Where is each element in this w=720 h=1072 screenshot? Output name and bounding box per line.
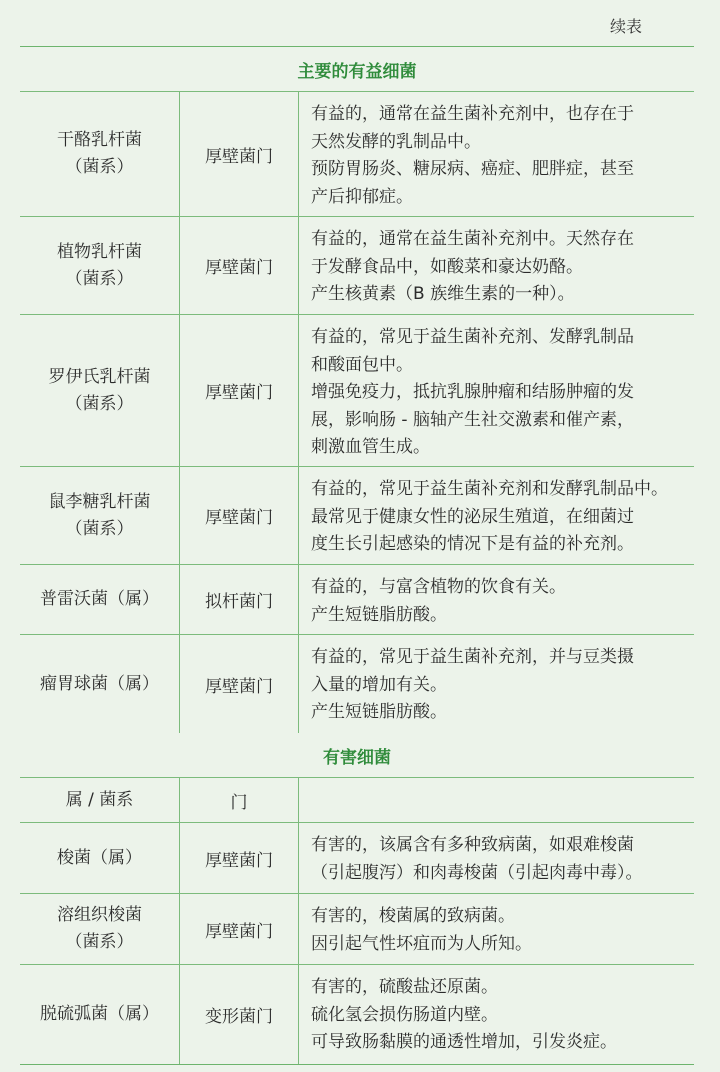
- description-line: 产生短链脂肪酸。: [311, 702, 447, 722]
- description-line: 产生核黄素（B 族维生素的一种）。: [311, 284, 575, 304]
- phylum: 变形菌门: [180, 965, 299, 1064]
- bacteria-name-line: 鼠李糖乳杆菌: [48, 491, 151, 512]
- bacteria-name-line: 干酪乳杆菌: [57, 130, 142, 150]
- header-genus-strain: 属 / 菌系: [20, 778, 180, 822]
- bacteria-name: [20, 635, 180, 733]
- phylum: 厚壁菌门: [180, 635, 299, 733]
- harmful-row: [20, 823, 694, 894]
- description: [299, 565, 694, 634]
- bacteria-name: [20, 823, 180, 893]
- bacteria-name-line: 溶组织梭菌: [57, 905, 142, 925]
- description-line: 最常见于健康女性的泌尿生殖道，在细菌过: [311, 506, 634, 527]
- bacteria-name: [20, 965, 180, 1064]
- phylum: 厚壁菌门: [180, 894, 299, 964]
- bacteria-name-line: （菌系）: [65, 157, 134, 177]
- description-line: 有益的，常见于益生菌补充剂、发酵乳制品: [311, 327, 634, 347]
- phylum: 厚壁菌门: [180, 823, 299, 893]
- beneficial-row: [20, 315, 694, 467]
- bacteria-name-line: 瘤胃球菌（属）: [40, 673, 159, 694]
- phylum: 厚壁菌门: [180, 315, 299, 466]
- harmful-row: [20, 965, 694, 1064]
- harmful-rows: [20, 823, 694, 1064]
- description-line: 有害的，硫酸盐还原菌。: [311, 977, 498, 997]
- header-description: [299, 778, 694, 822]
- description-line: 预防胃肠炎、糖尿病、癌症、肥胖症，甚至: [311, 159, 634, 179]
- description-line: 刺激血管生成。: [311, 437, 430, 457]
- description-line: 硫化氢会损伤肠道内壁。: [311, 1004, 498, 1025]
- description-line: 有益的，与富含植物的饮食有关。: [311, 577, 566, 597]
- bacteria-name-line: （菌系）: [65, 518, 134, 539]
- beneficial-rows: [20, 92, 694, 733]
- description-line: 有益的，通常在益生菌补充剂中。天然存在: [311, 229, 634, 249]
- bacteria-name-line: （菌系）: [65, 932, 134, 952]
- phylum: 厚壁菌门: [180, 467, 299, 564]
- description-line: 可导致肠黏膜的通透性增加，引发炎症。: [311, 1032, 617, 1052]
- beneficial-row: [20, 565, 694, 635]
- description: [299, 315, 694, 466]
- description-line: 展，影响肠 - 脑轴产生社交激素和催产素，: [311, 409, 634, 430]
- description-line: 天然发酵的乳制品中。: [311, 131, 481, 152]
- bacteria-name: [20, 894, 180, 964]
- section-heading-beneficial: 主要的有益细菌: [20, 47, 694, 92]
- section-heading-harmful: 有害细菌: [20, 733, 694, 778]
- description-line: 于发酵食品中，如酸菜和豪达奶酪。: [311, 256, 583, 277]
- bacteria-name-line: （菌系）: [65, 393, 134, 414]
- description: [299, 965, 694, 1064]
- description-line: （引起腹泻）和肉毒梭菌（引起肉毒中毒）。: [311, 862, 643, 883]
- description-line: 因引起气性坏疽而为人所知。: [311, 933, 532, 954]
- phylum: 厚壁菌门: [180, 217, 299, 314]
- description: [299, 217, 694, 314]
- description: [299, 467, 694, 564]
- description-line: 有益的，通常在益生菌补充剂中，也存在于: [311, 104, 634, 124]
- bacteria-name: [20, 92, 180, 216]
- beneficial-row: [20, 217, 694, 315]
- bacteria-name-line: 梭菌（属）: [57, 847, 142, 868]
- description-line: 产后抑郁症。: [311, 186, 413, 207]
- harmful-row: [20, 894, 694, 965]
- bacteria-name-line: （菌系）: [65, 268, 134, 289]
- description-line: 有害的，该属含有多种致病菌，如艰难梭菌: [311, 835, 634, 855]
- description-line: 度生长引起感染的情况下是有益的补充剂。: [311, 534, 634, 554]
- header-phylum: 门: [180, 778, 299, 822]
- description-line: 有益的，常见于益生菌补充剂和发酵乳制品中。: [311, 479, 668, 499]
- bacteria-name: [20, 217, 180, 314]
- bacteria-name: [20, 315, 180, 466]
- description-line: 产生短链脂肪酸。: [311, 604, 447, 625]
- description: [299, 823, 694, 893]
- description-line: 有益的，常见于益生菌补充剂，并与豆类摄: [311, 647, 634, 667]
- beneficial-row: [20, 467, 694, 565]
- phylum: 厚壁菌门: [180, 92, 299, 216]
- bacteria-name-line: 植物乳杆菌: [57, 241, 142, 262]
- description-line: 有害的，梭菌属的致病菌。: [311, 906, 515, 926]
- harmful-header-row: [20, 778, 694, 823]
- description: [299, 92, 694, 216]
- bacteria-name-line: 普雷沃菌（属）: [40, 589, 159, 609]
- continuation-label: 续表: [609, 17, 642, 36]
- description-line: 增强免疫力，抵抗乳腺肿瘤和结肠肿瘤的发: [311, 382, 634, 402]
- description-line: 入量的增加有关。: [311, 674, 447, 695]
- beneficial-row: [20, 635, 694, 733]
- bacteria-name: [20, 467, 180, 564]
- description-line: 和酸面包中。: [311, 354, 413, 375]
- beneficial-row: [20, 92, 694, 217]
- bacteria-name: [20, 565, 180, 634]
- bacteria-name-line: 罗伊氏乳杆菌: [48, 366, 151, 387]
- description: [299, 635, 694, 733]
- bacteria-name-line: 脱硫弧菌（属）: [40, 1004, 159, 1024]
- bacteria-table: [20, 46, 694, 1065]
- description: [299, 894, 694, 964]
- phylum: 拟杆菌门: [180, 565, 299, 634]
